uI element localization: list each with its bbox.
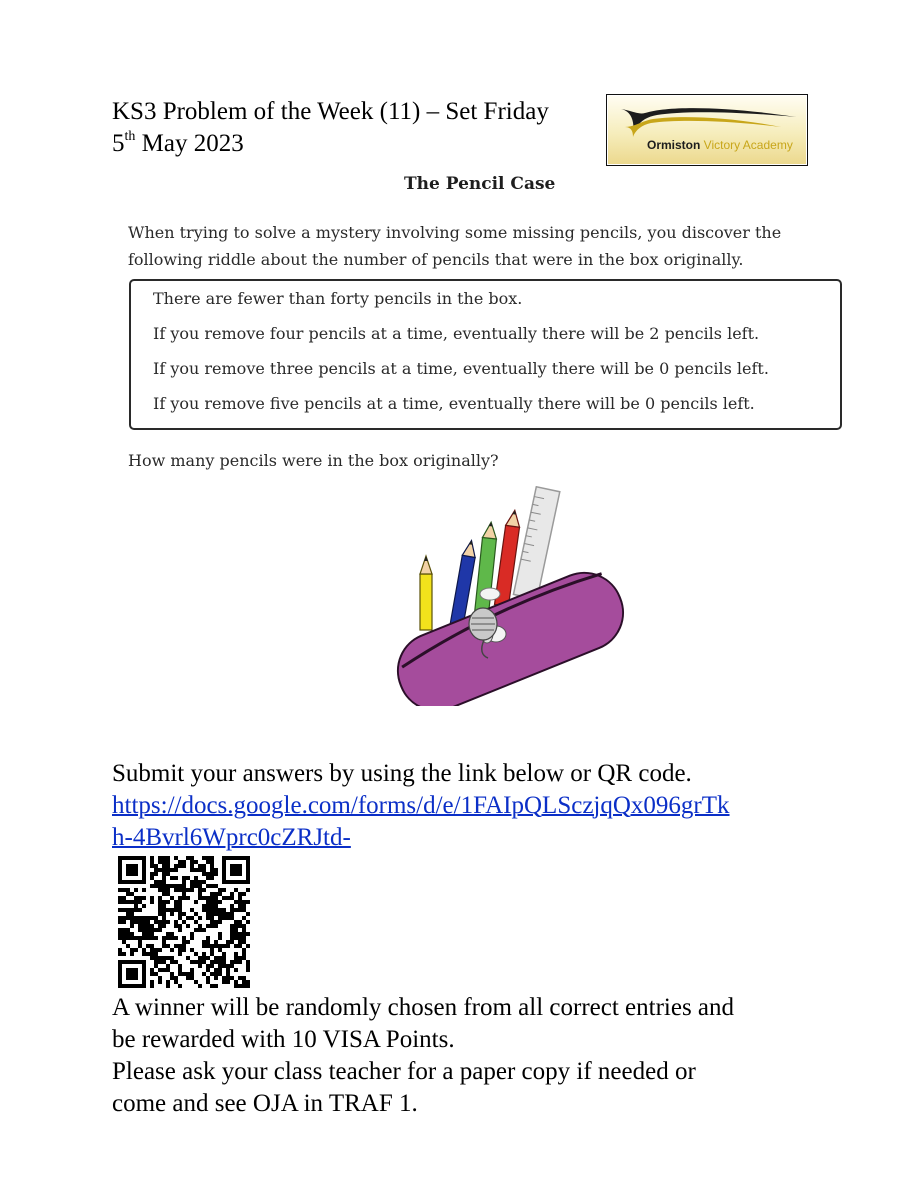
footer-line: come and see OJA in TRAF 1. — [112, 1090, 418, 1117]
riddle-line: If you remove three pencils at a time, eventually there will be 0 pencils left. — [153, 359, 769, 378]
riddle-line: If you remove four pencils at a time, eventually there will be 2 pencils left. — [153, 324, 760, 343]
footer-line: Please ask your class teacher for a paper copy if needed or — [112, 1058, 696, 1085]
school-logo — [606, 94, 808, 166]
footer-line: A winner will be randomly chosen from all correct entries and — [112, 994, 735, 1021]
problem-intro: When trying to solve a mystery involving some missing pencils, you discover the following riddle about the number of pencils that were in the box originally. — [128, 223, 782, 269]
riddle-line: There are fewer than forty pencils in the box. — [153, 289, 523, 308]
logo-wordmark — [647, 138, 793, 152]
submit-instruction: Submit your answers by using the link below or QR code. — [112, 760, 692, 787]
riddle-box — [129, 279, 842, 430]
riddle-line: If you remove five pencils at a time, eventually there will be 0 pencils left. — [153, 394, 755, 413]
logo-swoosh-icon — [611, 97, 801, 141]
set-date — [112, 128, 244, 160]
footer-line: be rewarded with 10 VISA Points. — [112, 1026, 455, 1053]
date-rest: May 2023 — [135, 130, 244, 157]
qr-code-icon[interactable] — [118, 856, 250, 988]
problem-question: How many pencils were in the box originally? — [128, 451, 499, 470]
logo-name-bold: Ormiston — [647, 138, 701, 152]
pencil-case-icon — [386, 486, 626, 706]
form-link[interactable]: https://docs.google.com/forms/d/e/1FAIpQLSczjqQx096grTk h-4Bvrl6Wprc0cZRJtd- — [112, 792, 730, 851]
date-day: 5 — [112, 130, 125, 157]
problem-title: The Pencil Case — [404, 174, 556, 194]
yellow-pencil-icon — [420, 556, 432, 630]
logo-name-rest: Victory Academy — [700, 138, 793, 152]
page-title: KS3 Problem of the Week (11) – Set Friday — [112, 98, 549, 125]
date-suffix: th — [124, 129, 136, 144]
